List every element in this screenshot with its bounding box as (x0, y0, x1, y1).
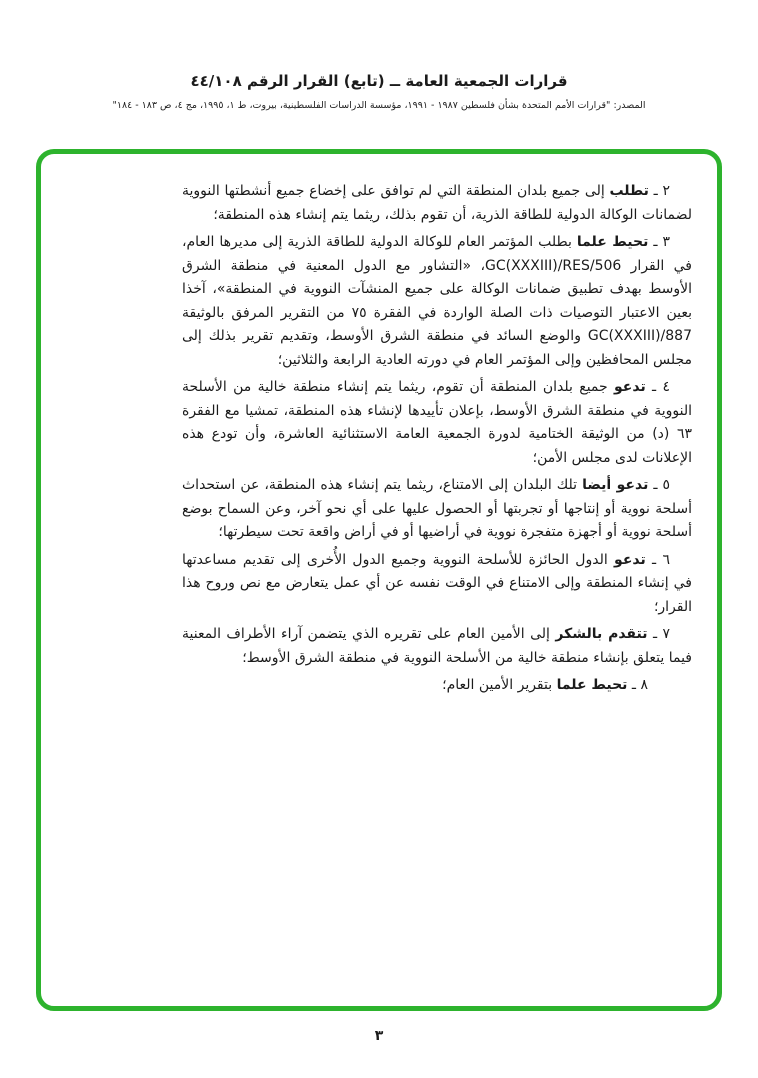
resolution-body (182, 180, 692, 702)
paragraph-number: ٨ ـ (631, 677, 648, 693)
source-citation: المصدر: "قرارات الأمم المتحدة بشأن فلسطين ١٩٨٧ - ١٩٩١، مؤسسة الدراسات الفلسطينية، بيروت، ط ١، ١٩٩٥، مج ٤، ص ١٨٣ - ١٨٤" (112, 100, 646, 111)
paragraph-text: الدول الحائزة للأسلحة النووية وجميع الدول الأُخرى إلى تقديم مساعدتها في إنشاء المنطقة وإلى الامتناع في الوقت نفسه عن أي عمل يتعارض مع نص وروح هذا القرار؛ (182, 551, 692, 615)
paragraph-lead: تدعو (614, 379, 646, 395)
resolution-paragraph-4 (182, 376, 692, 470)
paragraph-text: إلى جميع بلدان المنطقة التي لم توافق على إخضاع جميع أنشطتها النووية لضمانات الوكالة الدولية للطاقة الذرية، أن تقوم بذلك، ريثما يتم إنشاء هذه المنطقة؛ (182, 183, 692, 223)
paragraph-number: ٣ ـ (653, 234, 671, 250)
resolution-paragraph-7 (182, 623, 692, 670)
paragraph-number: ٤ ـ (652, 379, 671, 395)
resolution-paragraph-6 (182, 549, 692, 620)
paragraph-lead: تدعو (614, 551, 646, 568)
paragraph-text: بطلب المؤتمر العام للوكالة الدولية للطاقة الذرية إلى مديرها العام، في القرار GC(XXXIII)/RES/506، «التشاور مع الدول المعنية في منطقة الشرق الأوسط بهدف تطبيق ضمانات الوكالة على جميع المنشآت النووية في المنطقة»، آخذا بعين الاعتبار التوصيات ذات الصلة الواردة في الفقرة ٧٥ من التقرير المرفق بالوثيقة GC(XXXIII)/887 والوضع السائد في منطقة الشرق الأوسط، وتقديم تقرير بذلك إلى مجلس المحافظين وإلى المؤتمر العام في دورته العادية الرابعة والثلاثين؛ (182, 234, 693, 368)
page-number: ٣ (374, 1028, 384, 1044)
document-header (0, 72, 758, 111)
resolution-paragraph-8 (182, 674, 692, 698)
paragraph-number: ٥ ـ (653, 477, 671, 493)
paragraph-text: إلى الأمين العام على تقريره الذي يتضمن آراء الأطراف المعنية فيما يتعلق بإنشاء منطقة خالية من الأسلحة النووية في منطقة الشرق الأوسط؛ (182, 626, 692, 666)
paragraph-number: ٧ ـ (652, 626, 671, 642)
paragraph-number: ٢ ـ (653, 183, 671, 199)
page-title: قرارات الجمعية العامة ــ (تابع) القرار الرقم ٤٤/١٠٨ (190, 72, 568, 90)
paragraph-lead: تطلب (609, 183, 649, 199)
resolution-paragraph-5 (182, 474, 692, 545)
paragraph-text: جميع بلدان المنطقة أن تقوم، ريثما يتم إنشاء منطقة خالية من الأسلحة النووية في منطقة الشرق الأوسط، بإعلان تأييدها لإنشاء هذه المنطقة، تمشيا مع الفقرة ٦٣ (د) من الوثيقة الختامية لدورة الجمعية العامة الاستثنائية العاشرة، وأن تودع هذه الإعلانات لدى مجلس الأمن؛ (182, 379, 692, 466)
paragraph-lead: تدعو أيضا (582, 477, 649, 493)
paragraph-lead: تتقدم بالشكر (555, 626, 648, 642)
resolution-paragraph-2 (182, 180, 692, 227)
paragraph-text: بتقرير الأمين العام؛ (442, 677, 553, 693)
paragraph-lead: تحيط علما (576, 234, 649, 250)
paragraph-text: تلك البلدان إلى الامتناع، ريثما يتم إنشاء هذه المنطقة، عن استحداث أسلحة نووية أو إنتاجها أو تجربتها أو الحصول عليها على أي نحو آخر، وعن السماح بوضع أسلحة نووية أو أجهزة متفجرة نووية في أراضيها أو في أراض واقعة تحت سيطرتها؛ (182, 477, 692, 540)
resolution-paragraph-3 (182, 231, 692, 372)
paragraph-number: ٦ ـ (652, 551, 670, 568)
paragraph-lead: تحيط علما (556, 677, 628, 693)
